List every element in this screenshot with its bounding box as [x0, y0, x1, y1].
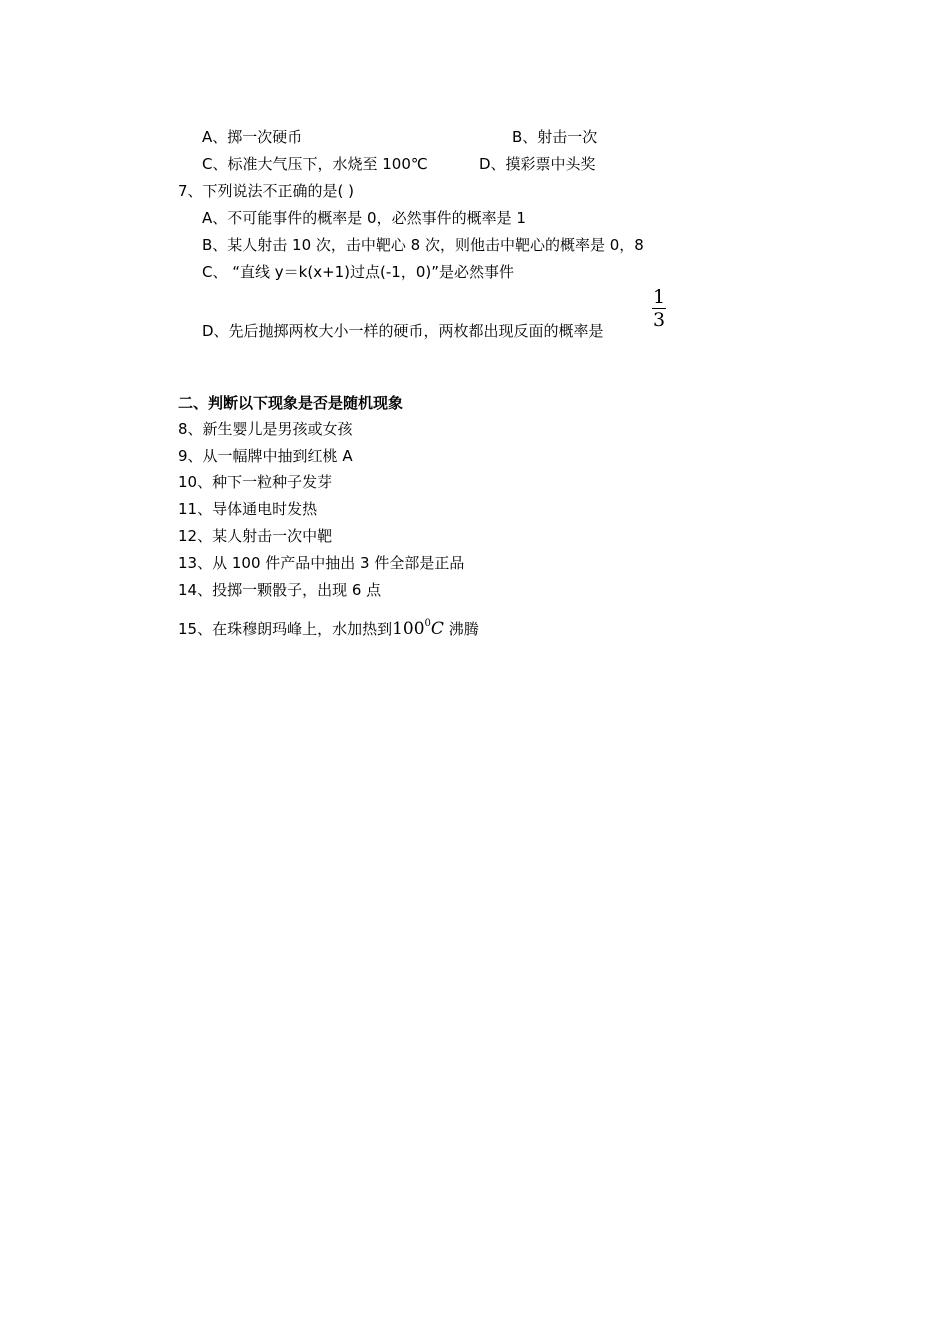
- q7-option-a: A、不可能事件的概率是 0，必然事件的概率是 1: [202, 209, 526, 227]
- list-item: 8、新生婴儿是男孩或女孩: [178, 420, 353, 438]
- q6-option-d: D、摸彩票中头奖: [479, 155, 596, 173]
- q15-prefix: 15、在珠穆朗玛峰上，水加热到: [178, 620, 393, 638]
- list-item: 9、从一幅牌中抽到红桃 A: [178, 447, 353, 465]
- q6-option-c: C、标准大气压下，水烧至 100℃: [202, 155, 428, 173]
- temp-unit: C: [430, 619, 444, 639]
- temperature-expression: [392, 619, 444, 639]
- q6-option-a: A、掷一次硬币: [202, 128, 303, 146]
- temp-value: 100: [392, 619, 425, 639]
- q6-option-b: B、射击一次: [512, 128, 598, 146]
- q7-option-b: B、某人射击 10 次，击中靶心 8 次，则他击中靶心的概率是 0，8: [202, 236, 644, 254]
- list-item: 14、投掷一颗骰子，出现 6 点: [178, 581, 382, 599]
- q7-option-c: C、 “直线 y＝k(x+1)过点(-1，0)”是必然事件: [202, 263, 515, 281]
- q7-stem: 7、下列说法不正确的是( ): [178, 182, 355, 200]
- list-item: 11、导体通电时发热: [178, 500, 318, 518]
- list-item-15: [178, 614, 479, 639]
- q15-suffix: 沸腾: [448, 620, 479, 638]
- fraction-numerator: 1: [652, 286, 666, 308]
- fraction-one-third: [651, 287, 667, 330]
- section-2-heading: 二、判断以下现象是否是随机现象: [178, 394, 404, 412]
- fraction-denominator: 3: [652, 309, 666, 331]
- temp-superscript: 0: [424, 618, 431, 629]
- list-item: 13、从 100 件产品中抽出 3 件全部是正品: [178, 554, 465, 572]
- q7-option-d: D、先后抛掷两枚大小一样的硬币，两枚都出现反面的概率是: [202, 322, 604, 340]
- list-item: 12、某人射击一次中靶: [178, 527, 333, 545]
- list-item: 10、种下一粒种子发芽: [178, 473, 333, 491]
